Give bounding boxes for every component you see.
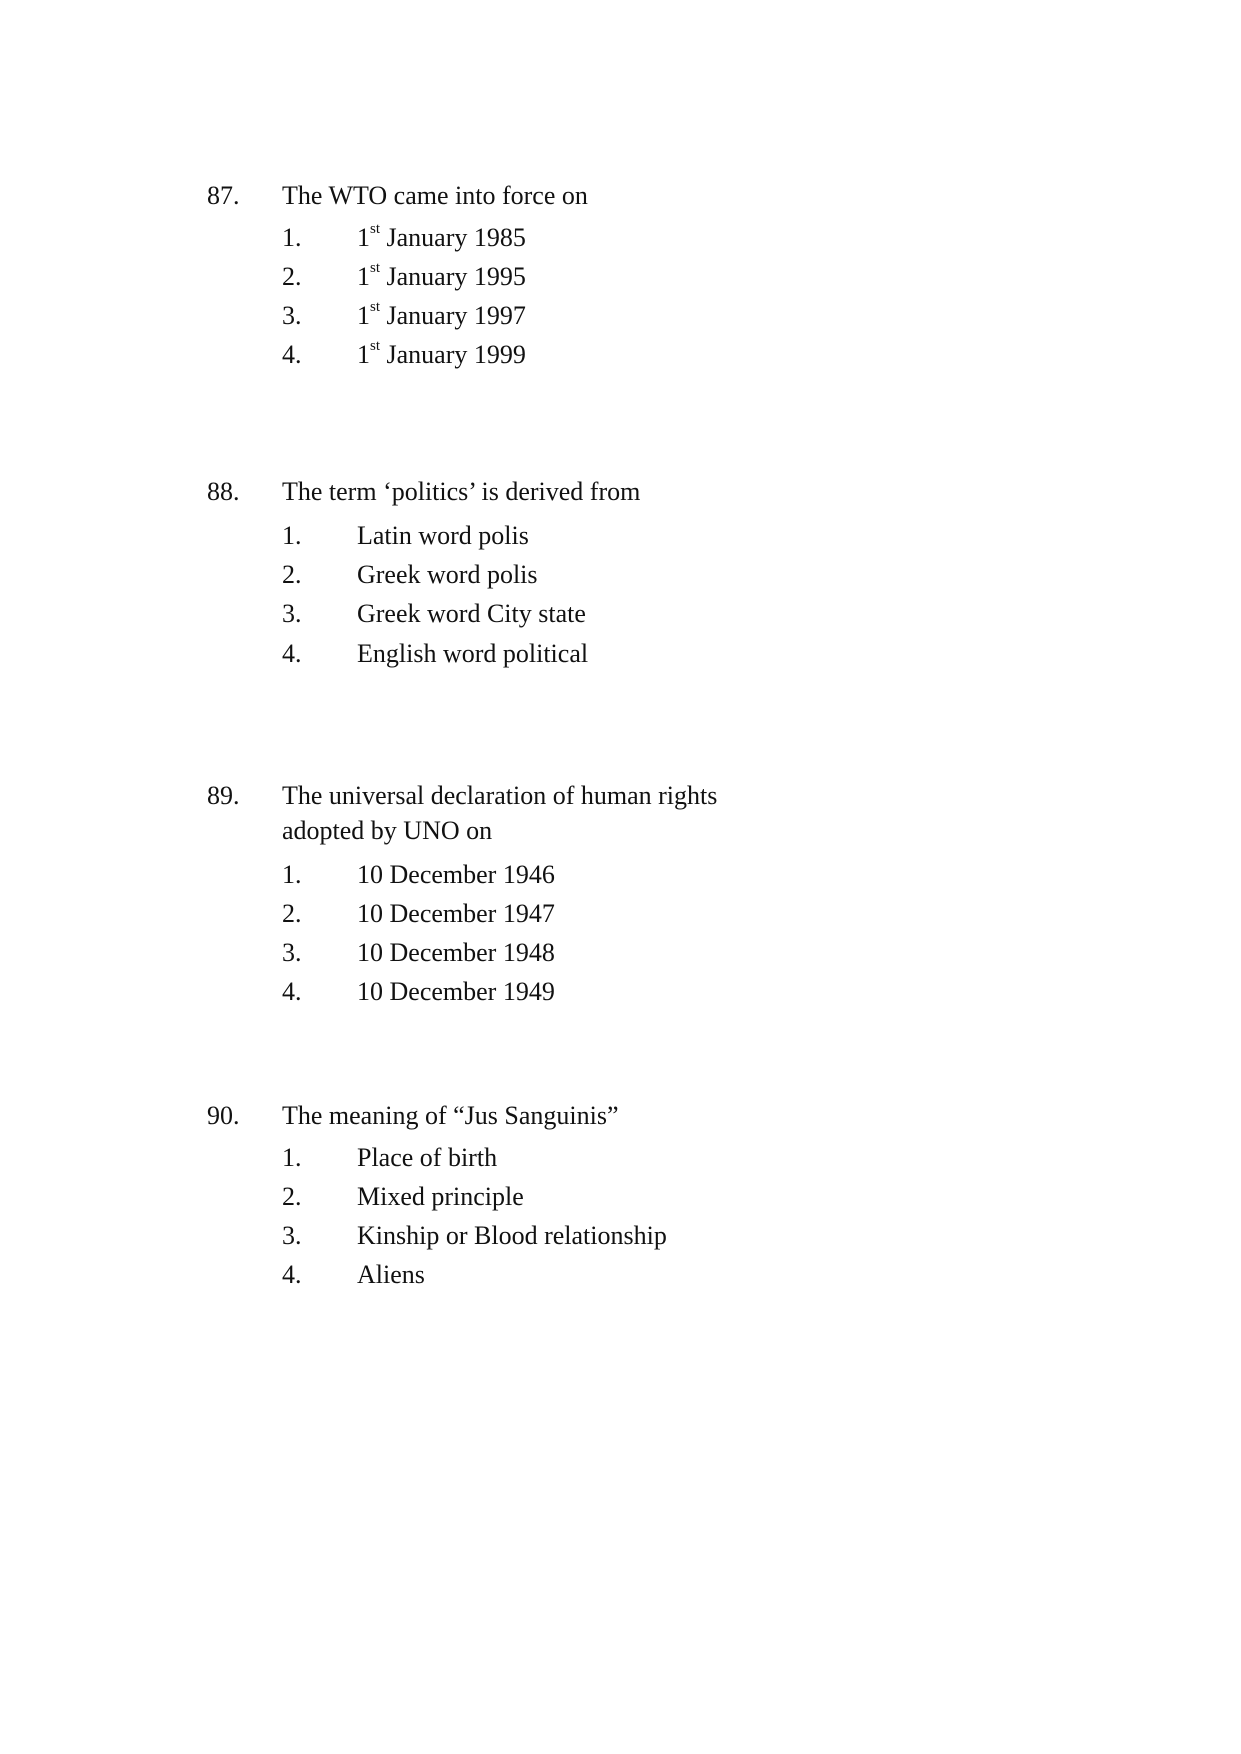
ordinal-number: 1 [357,262,370,291]
option-number: 2. [282,262,302,291]
option-text: Aliens [357,1260,425,1289]
option-number: 3. [282,301,302,330]
option-number: 1. [282,1143,302,1172]
ordinal-number: 1 [357,340,370,369]
option-number: 3. [282,1221,302,1250]
option-rest: January 1999 [380,340,526,369]
question-89 [207,778,1107,1006]
option-text: Greek word City state [357,599,586,628]
option-text [357,259,526,295]
question-text: The meaning of “Jus Sanguinis” [282,1101,619,1130]
option-text [357,337,526,373]
question-stem [207,1098,1107,1133]
option-number: 4. [282,1260,302,1289]
ordinal-suffix: st [370,260,381,277]
option-number: 2. [282,1182,302,1211]
option-text [357,220,526,256]
option-text: 10 December 1948 [357,938,555,967]
question-number: 87. [207,181,240,210]
option-text [357,298,526,334]
option-text: 10 December 1946 [357,860,555,889]
option-number: 4. [282,977,302,1006]
question-87 [207,178,1107,369]
question-text-line-2: adopted by UNO on [282,816,493,845]
option-rest: January 1995 [380,262,526,291]
option-text: 10 December 1949 [357,977,555,1006]
option-text: Greek word polis [357,560,538,589]
question-90 [207,1098,1107,1289]
ordinal-suffix: st [370,299,381,316]
ordinal-number: 1 [357,223,370,252]
option-text: 10 December 1947 [357,899,555,928]
option-number: 3. [282,599,302,628]
option-number: 1. [282,860,302,889]
option-number: 1. [282,521,302,550]
question-stem [207,474,1107,509]
ordinal-number: 1 [357,301,370,330]
question-88 [207,474,1107,668]
option-number: 4. [282,639,302,668]
option-rest: January 1985 [380,223,526,252]
question-stem [207,778,1107,848]
option-number: 2. [282,560,302,589]
question-stem [207,178,1107,213]
option-rest: January 1997 [380,301,526,330]
option-number: 3. [282,938,302,967]
option-text: Kinship or Blood relationship [357,1221,667,1250]
option-number: 4. [282,340,302,369]
question-text: The term ‘politics’ is derived from [282,477,641,506]
question-text: The WTO came into force on [282,181,588,210]
option-number: 2. [282,899,302,928]
option-number: 1. [282,223,302,252]
ordinal-suffix: st [370,338,381,355]
question-text-line-1: The universal declaration of human rights [282,781,718,810]
option-text: Place of birth [357,1143,498,1172]
option-text: Latin word polis [357,521,529,550]
ordinal-suffix: st [370,221,381,238]
question-number: 88. [207,477,240,506]
option-text: English word political [357,639,589,668]
question-number: 90. [207,1101,240,1130]
question-number: 89. [207,781,240,810]
option-text: Mixed principle [357,1182,524,1211]
